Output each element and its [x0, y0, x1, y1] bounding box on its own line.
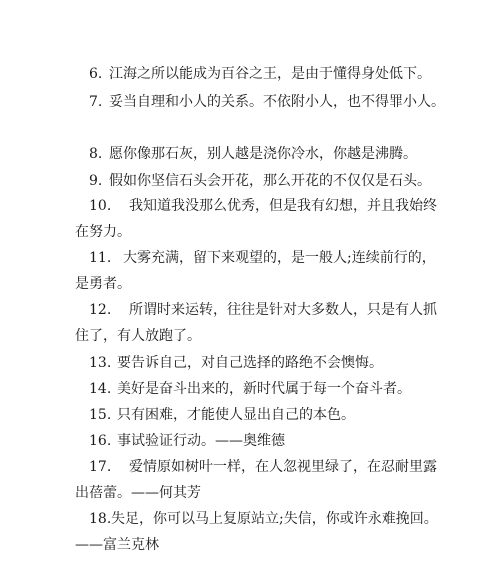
item-number: 6.	[89, 66, 103, 82]
item-number: 8.	[89, 146, 103, 162]
item-text: 爱情原如树叶一样，在人忽视里绿了，在忍耐里露	[129, 459, 437, 475]
list-item-continuation	[0, 326, 500, 346]
item-text: 大雾充满，留下来观望的，是一般人;连续前行的，	[123, 250, 436, 266]
list-item-continuation	[0, 222, 500, 242]
item-number: 14.	[89, 381, 112, 397]
list-item	[0, 248, 500, 268]
item-text: 要告诉自己，对自己选择的路绝不会懊悔。	[117, 355, 383, 371]
item-number: 9.	[89, 173, 103, 189]
list-item	[0, 171, 500, 191]
item-continuation-text: 在努力。	[75, 224, 131, 240]
item-number: 7.	[89, 94, 103, 110]
list-item	[0, 405, 500, 425]
list-item	[0, 300, 500, 320]
list-item	[0, 457, 500, 477]
item-number: 11.	[89, 250, 112, 266]
item-text: 江海之所以能成为百谷之王，是由于懂得身处低下。	[109, 66, 431, 82]
item-continuation-text: 是勇者。	[75, 276, 131, 292]
item-continuation-text: ——富兰克林	[75, 537, 159, 553]
list-item	[0, 379, 500, 399]
item-number: 13.	[89, 355, 112, 371]
item-number: 17.	[89, 459, 112, 475]
list-item-continuation	[0, 274, 500, 294]
item-text: 妥当自理和小人的关系。不依附小人，也不得罪小人。	[109, 94, 445, 110]
item-text: 愿你像那石灰，别人越是浇你冷水，你越是沸腾。	[109, 146, 417, 162]
list-item-continuation	[0, 535, 500, 555]
item-text: 事试验证行动。——奥维德	[117, 433, 285, 449]
item-continuation-text: 住了，有人放跑了。	[75, 328, 201, 344]
list-item	[0, 509, 500, 529]
list-item	[0, 431, 500, 451]
list-item	[0, 92, 500, 112]
list-item	[0, 196, 500, 216]
list-item	[0, 64, 500, 84]
item-text: 失足，你可以马上复原站立;失信，你或许永难挽回。	[111, 511, 438, 527]
item-continuation-text: 出蓓蕾。——何其芳	[75, 485, 201, 501]
item-number: 12.	[89, 302, 112, 318]
list-item	[0, 144, 500, 164]
item-number: 10.	[89, 198, 112, 214]
item-text: 我知道我没那么优秀，但是我有幻想，并且我始终	[129, 198, 437, 214]
item-number: 16.	[89, 433, 112, 449]
item-number: 18.	[89, 511, 112, 527]
list-item-continuation	[0, 483, 500, 503]
item-number: 15.	[89, 407, 112, 423]
item-text: 假如你坚信石头会开花，那么开花的不仅仅是石头。	[109, 173, 431, 189]
list-item	[0, 353, 500, 373]
item-text: 所谓时来运转，往往是针对大多数人，只是有人抓	[129, 302, 437, 318]
item-text: 美好是奋斗出来的，新时代属于每一个奋斗者。	[117, 381, 411, 397]
item-text: 只有困难，才能使人显出自己的本色。	[117, 407, 355, 423]
